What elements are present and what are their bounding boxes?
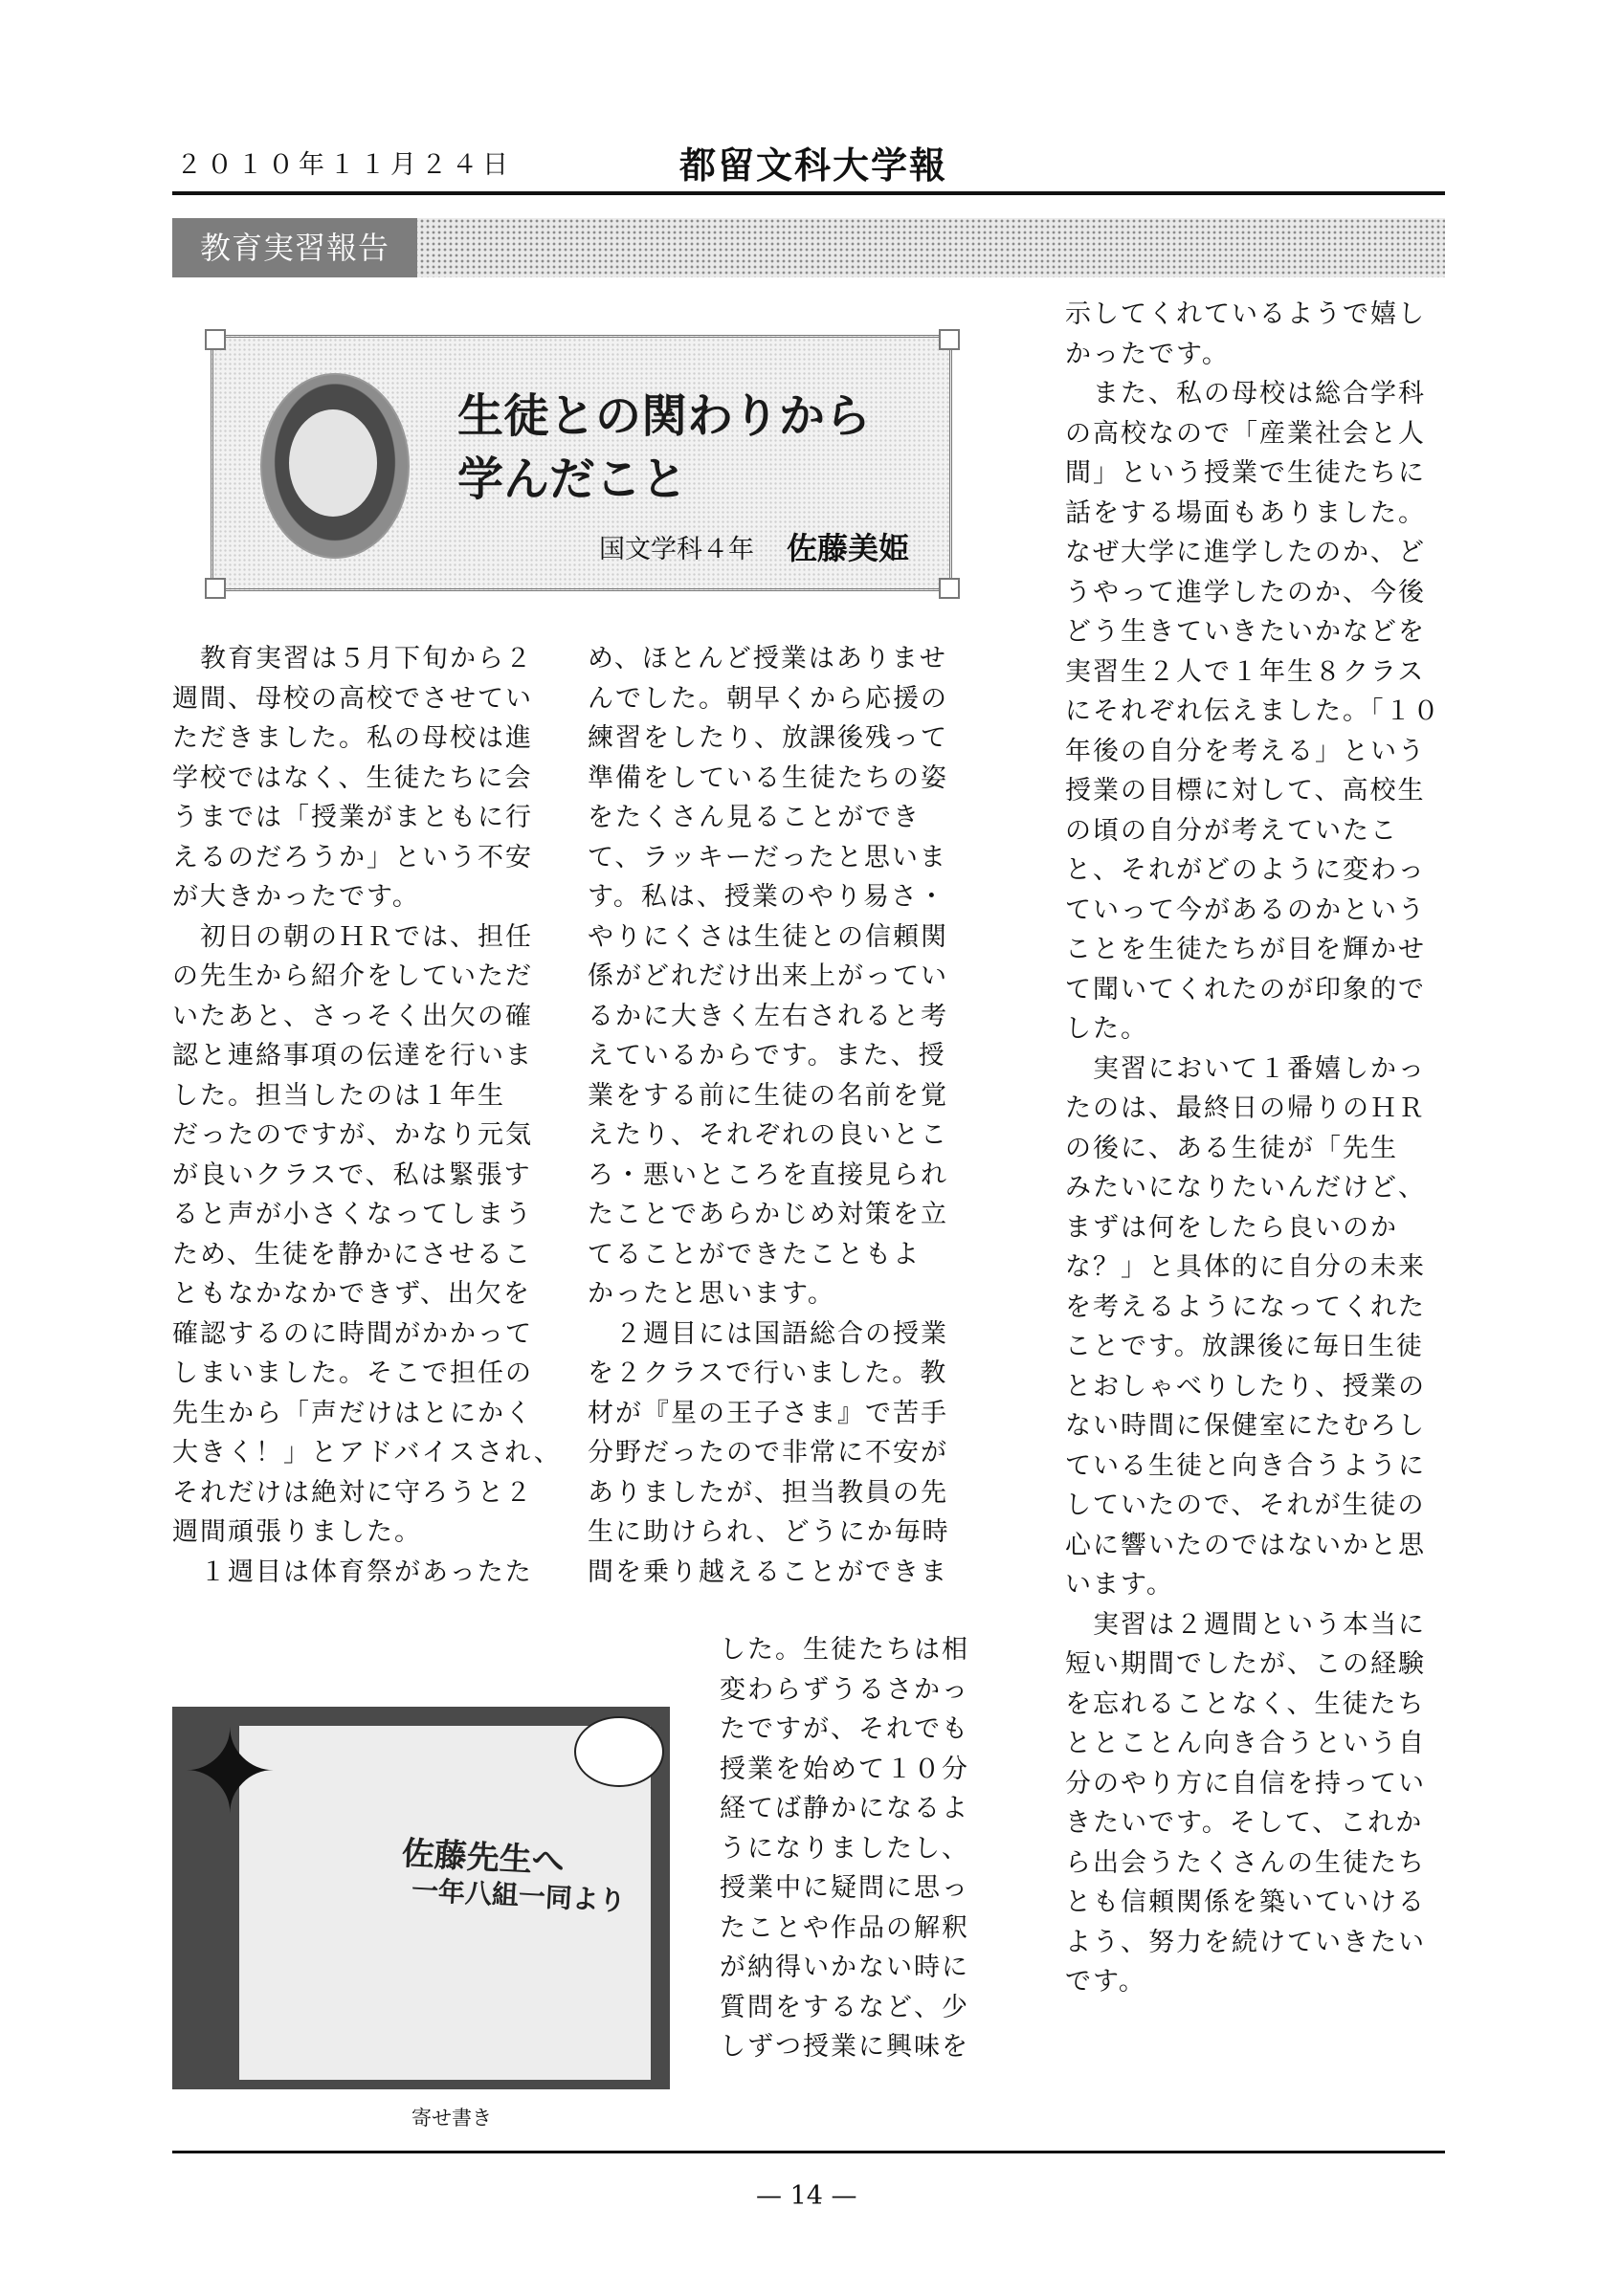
page-number: — 14 — <box>756 2181 857 2211</box>
title-box-corner-ornament <box>205 578 226 599</box>
card-circle-stamp <box>574 1716 664 1787</box>
card-handwriting-line2: 一年八組一同より <box>411 1874 627 1917</box>
photo-caption: 寄せ書き <box>411 2107 492 2130</box>
star-icon: ✦ <box>182 1707 278 1840</box>
issue-date: ２０１０年１１月２４日 <box>176 150 513 180</box>
author-department: 国文学科４年 <box>599 535 754 564</box>
message-card-photo <box>172 1707 670 2089</box>
author-name: 佐藤美姫 <box>787 530 910 566</box>
card-handwriting-line1: 佐藤先生へ <box>400 1834 566 1882</box>
article-title-line1: 生徒との関わりから <box>457 389 872 443</box>
header-rule <box>172 191 1445 195</box>
title-box-corner-ornament <box>205 329 226 350</box>
article-title <box>457 385 871 511</box>
title-box-corner-ornament <box>939 329 960 350</box>
newsletter-title: 都留文科大学報 <box>679 144 948 187</box>
article-column-2-continued: した。生徒たちは相 変わらずうるさかっ たですが、それでも 授業を始めて１０分 経てば静かになるよ うになりましたし、 授業中に疑問に思っ たことや作品の解釈 が納得いかない時に 質問をするなど、少 しずつ授業に興味を <box>720 1635 969 2062</box>
article-column-1: 教育実習は５月下旬から２ 週間、母校の高校でさせてい ただきました。私の母校は進 学校ではなく、生徒たちに会 うまでは「授業がまともに行 えるのだろうか」という不安 が大きかったです。 初日の朝のＨＲでは、担任 の先生から紹介をしていただ いたあと、さっそく出欠の確 認と連絡事項の伝達を行いま した。担当したのは１年生 だったのですが、かなり元気 が良いクラスで、私は緊張す ると声が小さくなってしまう ため、生徒を静かにさせるこ ともなかなかできず、出欠を 確認するのに時間がかかって しまいました。そこで担任の 先生から「声だけはとにかく 大きく！」とアドバイスされ、 それだけは絶対に守ろうと２ 週間頑張りました。 １週目は体育祭があったた <box>172 644 562 1587</box>
title-box-corner-ornament <box>939 578 960 599</box>
footer-rule <box>172 2151 1445 2153</box>
article-column-3: 示してくれているようで嬉し かったです。 また、私の母校は総合学科 の高校なので「産業社会と人 間」という授業で生徒たちに 話をする場面もありました。 なぜ大学に進学したのか、ど うやって進学したのか、今後 どう生きていきたいかなどを 実習生２人で１年生８クラス にそれぞれ伝えました。「１０ 年後の自分を考える」という 授業の目標に対して、高校生 の頃の自分が考えていたこ と、それがどのように変わっ ていって今があるのかという ことを生徒たちが目を輝かせ て聞いてくれたのが印象的で した。 実習において１番嬉しかっ たのは、最終日の帰りのＨＲ の後に、ある生徒が「先生 みたいになりたいんだけど、 まずは何をしたら良いのか な？」と具体的に自分の未来 を考えるようになってくれた ことです。放課後に毎日生徒 とおしゃべりしたり、授業の ない時間に保健室にたむろし ている生徒と向き合うように していたので、それが生徒の 心に響いたのではないかと思 います。 実習は２週間という本当に 短い期間でしたが、この経験 を忘れることなく、生徒たち ととことん向き合うという自 分のやり方に自信を持ってい きたいです。そして、これか ら出会うたくさんの生徒たち とも信頼関係を築いていける よう、努力を続けていきたい です。 <box>1065 299 1441 1997</box>
section-label: 教育実習報告 <box>172 218 417 277</box>
author-portrait-face <box>289 409 377 517</box>
article-title-line2: 学んだこと <box>457 453 688 506</box>
article-column-2: め、ほとんど授業はありませ んでした。朝早くから応援の 練習をしたり、放課後残って 準備をしている生徒たちの姿 をたくさん見ることができ て、ラッキーだったと思いま す。私は、授業のやり易さ・ やりにくさは生徒との信頼関 係がどれだけ出来上がってい るかに大きく左右されると考 えているからです。また、授 業をする前に生徒の名前を覚 えたり、それぞれの良いとこ ろ・悪いところを直接見られ たことであらかじめ対策を立 てることができたこともよ かったと思います。 ２週目には国語総合の授業 を２クラスで行いました。教 材が『星の王子さま』で苦手 分野だったので非常に不安が ありましたが、担当教員の先 生に助けられ、どうにか毎時 間を乗り越えることができま <box>588 644 950 1587</box>
